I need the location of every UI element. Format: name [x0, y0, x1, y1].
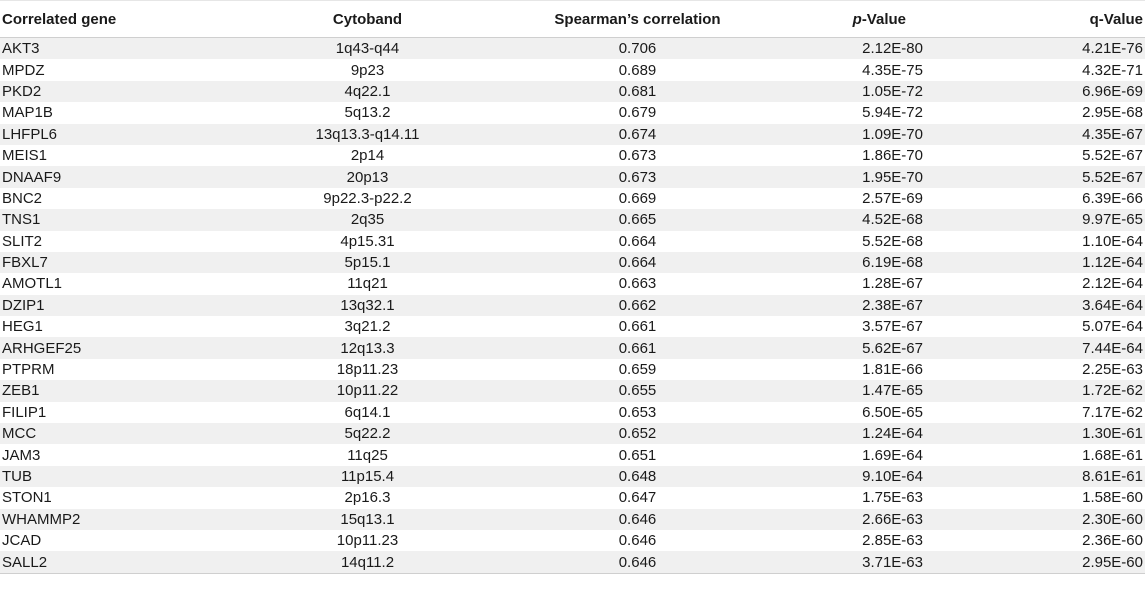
- cell-q-value: 7.17E-62: [1082, 403, 1143, 421]
- cell-spearman: 0.689: [618, 61, 657, 79]
- cell-gene: DNAAF9: [2, 168, 62, 186]
- cell-p-value: 1.95E-70: [862, 168, 923, 186]
- cell-q-value: 8.61E-61: [1082, 468, 1143, 485]
- cell-p-value: 5.62E-67: [862, 339, 923, 357]
- table-row: [0, 102, 1145, 123]
- cell-cytoband: 5q13.2: [344, 104, 391, 122]
- table-row: [0, 466, 1145, 487]
- cell-cytoband: 2p14: [350, 147, 385, 165]
- cell-p-value: 2.85E-63: [862, 532, 923, 550]
- header-p-value: [775, 1, 961, 38]
- cell-p-value: 1.75E-63: [862, 489, 923, 507]
- cell-p-value: 1.24E-64: [862, 425, 923, 443]
- cell-p-value: 4.35E-75: [862, 61, 923, 79]
- cell-q-value: 5.07E-64: [1082, 318, 1143, 336]
- cell-spearman: 0.664: [618, 232, 657, 250]
- cell-cytoband: 11p15.4: [340, 468, 395, 485]
- cell-gene: JCAD: [2, 532, 42, 550]
- cell-cytoband: 12q13.3: [340, 339, 395, 357]
- cell-spearman: 0.664: [618, 254, 657, 272]
- cell-gene: PKD2: [2, 82, 42, 100]
- cell-spearman: 0.661: [618, 318, 657, 336]
- cell-gene: JAM3: [2, 446, 41, 464]
- cell-p-value: 2.38E-67: [862, 296, 923, 314]
- cell-cytoband: 10p11.22: [336, 382, 399, 400]
- table-row: [0, 402, 1145, 423]
- table-row: [0, 423, 1145, 444]
- cell-gene: FBXL7: [2, 254, 48, 272]
- table-row: [0, 59, 1145, 80]
- table-row: [0, 273, 1145, 294]
- table-row: [0, 487, 1145, 508]
- table-row: [0, 81, 1145, 102]
- table-row: [0, 188, 1145, 209]
- cell-q-value: 2.95E-68: [1082, 104, 1143, 122]
- cell-cytoband: 5q22.2: [344, 425, 391, 443]
- header-cytoband: Cytoband: [235, 1, 500, 38]
- cell-spearman: 0.665: [618, 211, 657, 229]
- cell-q-value: 3.64E-64: [1082, 296, 1143, 314]
- cell-spearman: 0.706: [618, 40, 657, 58]
- header-q-value: q-Value: [961, 1, 1145, 38]
- cell-q-value: 2.12E-64: [1082, 275, 1143, 293]
- cell-spearman: 0.655: [618, 382, 657, 400]
- table-row: [0, 231, 1145, 252]
- cell-cytoband: 2p16.3: [344, 489, 391, 507]
- cell-cytoband: 9p23: [350, 61, 385, 79]
- cell-gene: STON1: [2, 489, 52, 507]
- cell-cytoband: 4q22.1: [344, 82, 391, 100]
- cell-p-value: 1.47E-65: [862, 382, 923, 400]
- cell-q-value: 5.52E-67: [1082, 147, 1143, 165]
- cell-cytoband: 3q21.2: [344, 318, 391, 336]
- cell-q-value: 4.35E-67: [1082, 125, 1143, 143]
- cell-cytoband: 2q35: [350, 211, 385, 229]
- cell-q-value: 2.25E-63: [1082, 361, 1143, 379]
- cell-p-value: 1.69E-64: [862, 446, 923, 464]
- cell-cytoband: 15q13.1: [340, 510, 395, 528]
- table-row: [0, 209, 1145, 230]
- cell-cytoband: 6q14.1: [344, 403, 391, 421]
- table-row: [0, 380, 1145, 401]
- cell-gene: MAP1B: [2, 104, 53, 122]
- table-row: [0, 444, 1145, 465]
- cell-spearman: 0.673: [618, 147, 657, 165]
- cell-spearman: 0.681: [618, 82, 657, 100]
- cell-q-value: 2.30E-60: [1082, 510, 1143, 528]
- table-body: [0, 38, 1145, 574]
- cell-spearman: 0.673: [618, 168, 657, 186]
- cell-spearman: 0.662: [618, 296, 657, 314]
- cell-gene: TNS1: [2, 211, 41, 229]
- cell-gene: HEG1: [2, 318, 43, 336]
- table-row: [0, 252, 1145, 273]
- cell-q-value: 4.21E-76: [1082, 40, 1143, 58]
- cell-p-value: 5.52E-68: [862, 232, 923, 250]
- cell-spearman: 0.648: [618, 468, 657, 485]
- cell-cytoband: 9p22.3-p22.2: [323, 189, 412, 207]
- cell-spearman: 0.647: [618, 489, 657, 507]
- cell-spearman: 0.659: [618, 361, 657, 379]
- cell-gene: MPDZ: [2, 61, 45, 79]
- cell-p-value: 1.86E-70: [862, 147, 923, 165]
- cell-gene: DZIP1: [2, 296, 45, 314]
- cell-gene: TUB: [2, 468, 32, 485]
- table-row: [0, 337, 1145, 358]
- cell-cytoband: 20p13: [346, 168, 389, 186]
- cell-gene: PTPRM: [2, 361, 55, 379]
- cell-gene: ARHGEF25: [2, 339, 82, 357]
- cell-cytoband: 14q11.2: [235, 551, 500, 573]
- cell-p-value: 6.50E-65: [862, 403, 923, 421]
- cell-cytoband: 11q21: [347, 275, 388, 293]
- cell-q-value: 4.32E-71: [1082, 61, 1143, 79]
- cell-spearman: 0.646: [618, 510, 657, 528]
- table-row: [0, 551, 1145, 573]
- cell-spearman: 0.669: [618, 189, 657, 207]
- cell-p-value: 2.12E-80: [862, 40, 923, 58]
- cell-q-value: 1.68E-61: [1082, 446, 1143, 464]
- cell-gene: WHAMMP2: [2, 510, 81, 528]
- cell-p-value: 5.94E-72: [862, 104, 923, 122]
- table-row: [0, 145, 1145, 166]
- cell-q-value: 9.97E-65: [1082, 211, 1143, 229]
- cell-q-value: 1.30E-61: [1082, 425, 1143, 443]
- cell-gene: AKT3: [2, 40, 40, 58]
- cell-p-value: 1.09E-70: [862, 125, 923, 143]
- cell-spearman: 0.661: [618, 339, 657, 357]
- cell-p-value: 1.05E-72: [862, 82, 923, 100]
- cell-gene: LHFPL6: [2, 125, 58, 143]
- cell-spearman: 0.652: [618, 425, 657, 443]
- table-row: [0, 295, 1145, 316]
- cell-p-value: 3.71E-63: [775, 551, 961, 573]
- table-header: [0, 1, 1145, 38]
- cell-gene: SALL2: [0, 551, 235, 573]
- cell-cytoband: 10p11.23: [336, 532, 399, 550]
- cell-q-value: 2.36E-60: [1082, 532, 1143, 550]
- header-p-value-rest: -Value: [861, 10, 906, 28]
- cell-spearman: 0.646: [500, 551, 775, 573]
- table-row: [0, 509, 1145, 530]
- header-spearman-correlation: Spearman’s correlation: [500, 1, 775, 38]
- table-row: [0, 124, 1145, 145]
- cell-spearman: 0.663: [618, 275, 657, 293]
- cell-cytoband: 13q32.1: [340, 296, 395, 314]
- table-row: [0, 38, 1145, 60]
- table-row: [0, 530, 1145, 551]
- cell-q-value: 2.95E-60: [961, 551, 1145, 573]
- cell-q-value: 7.44E-64: [1082, 339, 1143, 357]
- cell-cytoband: 18p11.23: [336, 361, 399, 379]
- cell-gene: SLIT2: [2, 232, 43, 250]
- cell-q-value: 1.72E-62: [1082, 382, 1143, 400]
- cell-q-value: 5.52E-67: [1082, 168, 1143, 186]
- cell-p-value: 6.19E-68: [862, 254, 923, 272]
- cell-cytoband: 11q25: [347, 446, 388, 464]
- cell-cytoband: 13q13.3-q14.11: [315, 125, 420, 143]
- cell-p-value: 2.66E-63: [862, 510, 923, 528]
- cell-gene: ZEB1: [2, 382, 40, 400]
- cell-gene: AMOTL1: [2, 275, 63, 293]
- cell-spearman: 0.651: [618, 446, 657, 464]
- cell-cytoband: 4p15.31: [340, 232, 395, 250]
- cell-p-value: 4.52E-68: [862, 211, 923, 229]
- cell-p-value: 2.57E-69: [862, 189, 923, 207]
- cell-p-value: 1.81E-66: [862, 361, 923, 379]
- cell-spearman: 0.679: [618, 104, 657, 122]
- header-p-value-italic: p: [852, 10, 862, 28]
- cell-q-value: 1.12E-64: [1082, 254, 1143, 272]
- cell-gene: BNC2: [2, 189, 43, 207]
- table-row: [0, 316, 1145, 337]
- cell-gene: FILIP1: [2, 403, 47, 421]
- cell-p-value: 3.57E-67: [862, 318, 923, 336]
- cell-q-value: 6.39E-66: [1082, 189, 1143, 207]
- cell-q-value: 6.96E-69: [1082, 82, 1143, 100]
- header-correlated-gene: Correlated gene: [0, 1, 235, 38]
- table-row: [0, 166, 1145, 187]
- cell-gene: MEIS1: [2, 147, 48, 165]
- cell-cytoband: 1q43-q44: [335, 40, 400, 58]
- cell-gene: MCC: [2, 425, 37, 443]
- cell-spearman: 0.646: [618, 532, 657, 550]
- cell-p-value: 1.28E-67: [862, 275, 923, 293]
- cell-spearman: 0.674: [618, 125, 657, 143]
- cell-q-value: 1.58E-60: [1082, 489, 1143, 507]
- header-row: [0, 1, 1145, 38]
- cell-cytoband: 5p15.1: [344, 254, 391, 272]
- table-row: [0, 359, 1145, 380]
- cell-q-value: 1.10E-64: [1082, 232, 1143, 250]
- cell-spearman: 0.653: [618, 403, 657, 421]
- cell-p-value: 9.10E-64: [862, 468, 923, 485]
